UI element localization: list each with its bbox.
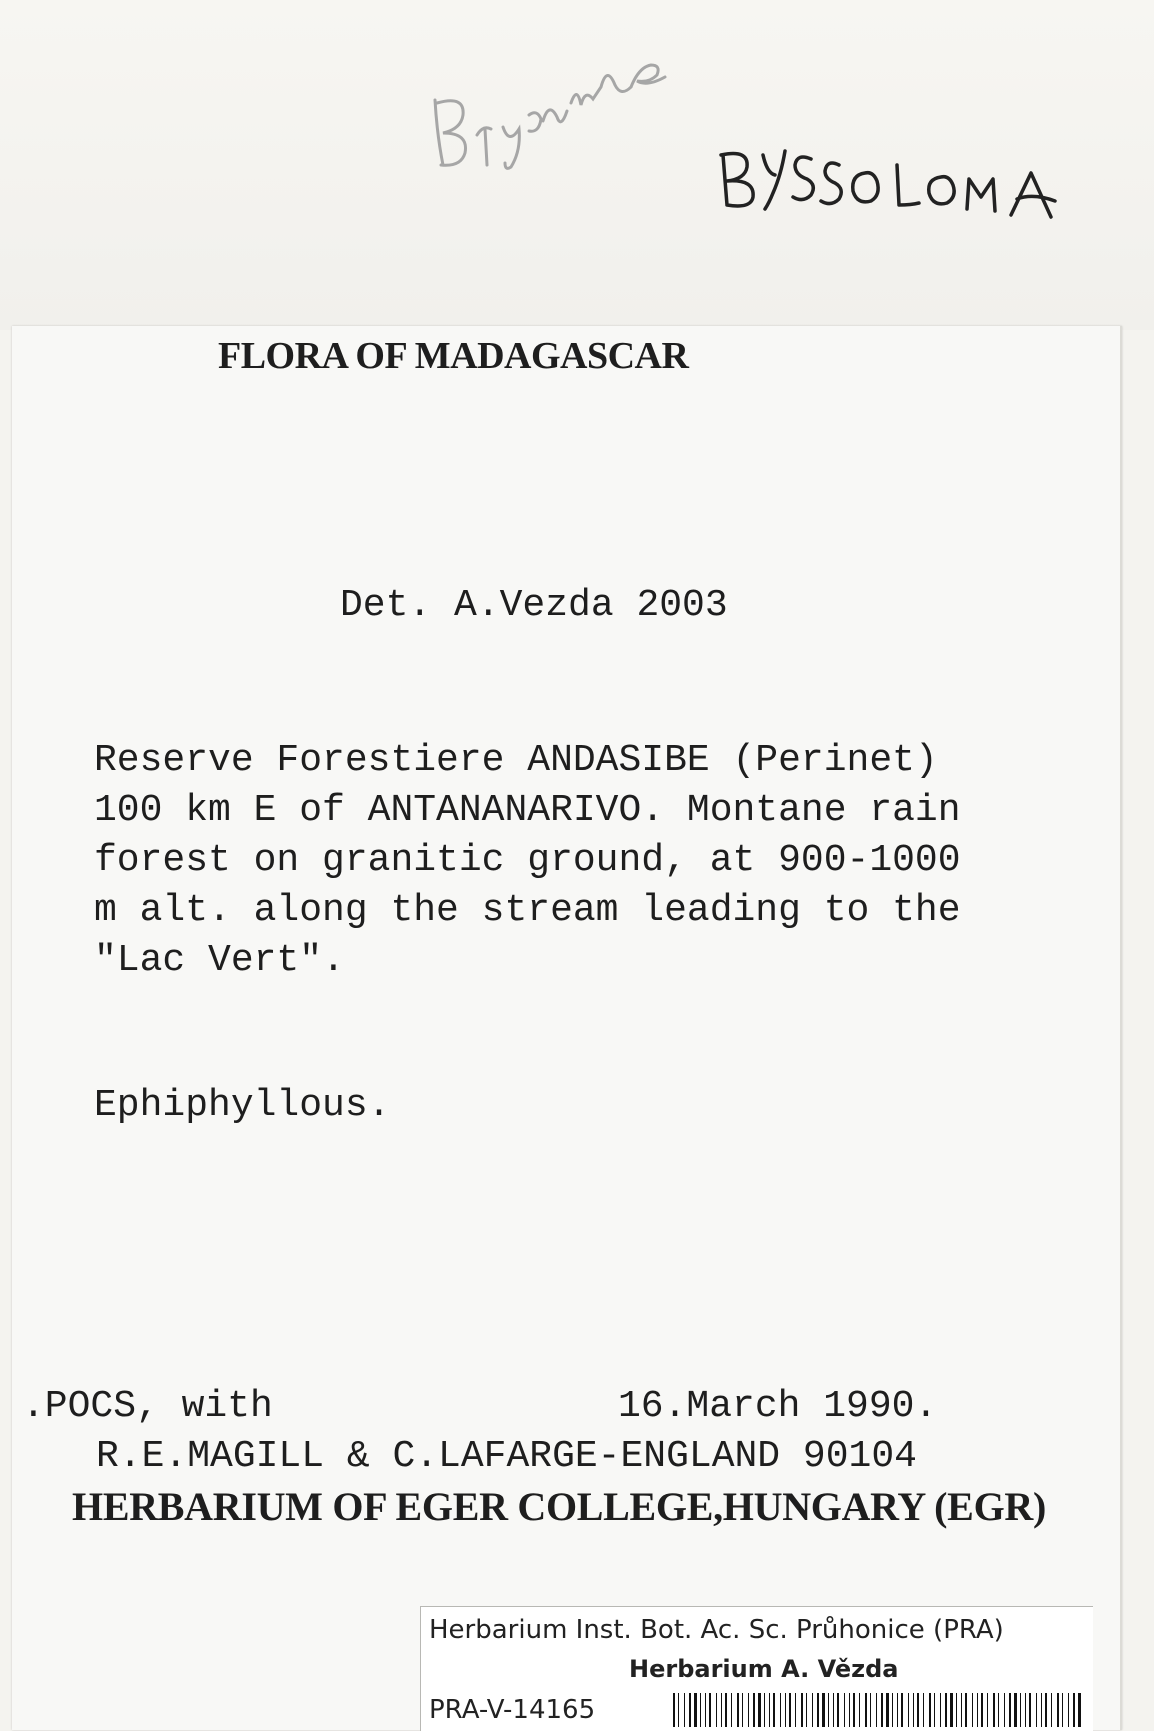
barcode-bar — [849, 1693, 850, 1727]
herbarium-origin: HERBARIUM OF EGER COLLEGE,HUNGARY (EGR) — [72, 1484, 1046, 1529]
barcode-bar — [1004, 1693, 1005, 1727]
barcode-bar — [812, 1693, 813, 1727]
barcode-bar — [870, 1693, 871, 1727]
specimen-id: PRA-V-14165 — [429, 1695, 596, 1725]
barcode-bar — [987, 1693, 988, 1727]
barcode-bar — [977, 1693, 978, 1727]
barcode-bar — [923, 1693, 924, 1727]
barcode-bar — [913, 1693, 914, 1727]
barcode-bar — [1029, 1693, 1031, 1727]
barcode-bar — [837, 1693, 839, 1727]
barcode-bar — [892, 1693, 893, 1727]
barcode — [673, 1693, 1083, 1727]
barcode-bar — [769, 1693, 770, 1727]
barcode-bar — [801, 1693, 803, 1727]
barcode-bar — [940, 1693, 941, 1727]
co-collectors: R.E.MAGILL & C.LAFARGE-ENGLAND 90104 — [96, 1435, 917, 1478]
barcode-bar — [1051, 1693, 1052, 1727]
barcode-bar — [993, 1693, 995, 1727]
barcode-bar — [956, 1693, 957, 1727]
barcode-bar — [1062, 1693, 1063, 1727]
barcode-bar — [897, 1693, 898, 1727]
barcode-bar — [833, 1693, 834, 1727]
barcode-bar — [1041, 1693, 1042, 1727]
barcode-bar — [908, 1693, 909, 1727]
barcode-bar — [731, 1693, 732, 1727]
barcode-bar — [753, 1693, 755, 1727]
barcode-bar — [773, 1693, 775, 1727]
barcode-bar — [1020, 1693, 1021, 1727]
barcode-bar — [725, 1693, 727, 1727]
barcode-bar — [1068, 1693, 1069, 1727]
barcode-bar — [844, 1693, 845, 1727]
barcode-bar — [806, 1693, 807, 1727]
barcode-bar — [705, 1693, 706, 1727]
locality-line: m alt. along the stream leading to the — [94, 889, 961, 932]
barcode-bar — [684, 1693, 685, 1727]
barcode-bar — [929, 1693, 931, 1727]
barcode-bar — [1009, 1693, 1011, 1727]
barcode-bar — [785, 1693, 786, 1727]
handwritten-genus — [715, 135, 1075, 235]
barcode-bar — [881, 1693, 883, 1727]
barcode-bar — [721, 1693, 722, 1727]
label-edge — [1120, 326, 1122, 1730]
barcode-bar — [716, 1693, 717, 1727]
locality-line: "Lac Vert". — [94, 939, 345, 982]
barcode-bar — [972, 1693, 973, 1727]
barcode-bar — [1025, 1693, 1026, 1727]
determination: Det. A.Vezda 2003 — [340, 584, 728, 627]
barcode-bar — [901, 1693, 903, 1727]
barcode-bar — [1078, 1693, 1081, 1727]
pencil-annotation — [425, 25, 675, 175]
barcode-bar — [865, 1693, 867, 1727]
barcode-bar — [1045, 1693, 1047, 1727]
habitat: Ephiphyllous. — [94, 1084, 391, 1127]
barcode-bar — [694, 1693, 697, 1727]
locality-line: forest on granitic ground, at 900-1000 — [94, 839, 961, 882]
barcode-bar — [764, 1693, 765, 1727]
barcode-bar — [789, 1693, 791, 1727]
barcode-bar — [758, 1693, 761, 1727]
barcode-bar — [981, 1693, 983, 1727]
barcode-bar — [742, 1693, 743, 1727]
barcode-bar — [961, 1693, 962, 1727]
barcode-bar — [828, 1693, 829, 1727]
flora-heading: FLORA OF MADAGASCAR — [218, 335, 689, 377]
barcode-bar — [689, 1693, 691, 1727]
collector-prefix: .POCS, with — [22, 1385, 273, 1428]
barcode-bar — [822, 1693, 825, 1727]
locality-line: 100 km E of ANTANANARIVO. Montane rain — [94, 789, 961, 832]
locality-description — [94, 736, 1094, 986]
herbarium-stamp — [420, 1606, 1093, 1731]
barcode-bar — [886, 1693, 889, 1727]
barcode-bar — [853, 1693, 855, 1727]
barcode-bar — [945, 1693, 947, 1727]
stamp-collection: Herbarium A. Vězda — [629, 1655, 899, 1683]
barcode-bar — [748, 1693, 749, 1727]
barcode-bar — [678, 1693, 679, 1727]
locality-line: Reserve Forestiere ANDASIBE (Perinet) — [94, 739, 938, 782]
barcode-bar — [737, 1693, 739, 1727]
collection-date: 16.March 1990. — [618, 1385, 938, 1428]
barcode-bar — [917, 1693, 919, 1727]
barcode-bar — [709, 1693, 711, 1727]
barcode-bar — [1036, 1693, 1037, 1727]
barcode-bar — [817, 1693, 819, 1727]
barcode-bar — [1014, 1693, 1017, 1727]
barcode-bar — [700, 1693, 701, 1727]
barcode-bar — [934, 1693, 935, 1727]
barcode-bar — [998, 1693, 999, 1727]
barcode-bar — [1057, 1693, 1059, 1727]
barcode-bar — [1073, 1693, 1075, 1727]
barcode-bar — [950, 1693, 953, 1727]
stamp-institution: Herbarium Inst. Bot. Ac. Sc. Průhonice (PRA) — [429, 1615, 1004, 1645]
barcode-bar — [876, 1693, 877, 1727]
barcode-bar — [780, 1693, 781, 1727]
barcode-bar — [965, 1693, 967, 1727]
barcode-bar — [859, 1693, 860, 1727]
barcode-bar — [673, 1693, 675, 1727]
barcode-bar — [795, 1693, 796, 1727]
